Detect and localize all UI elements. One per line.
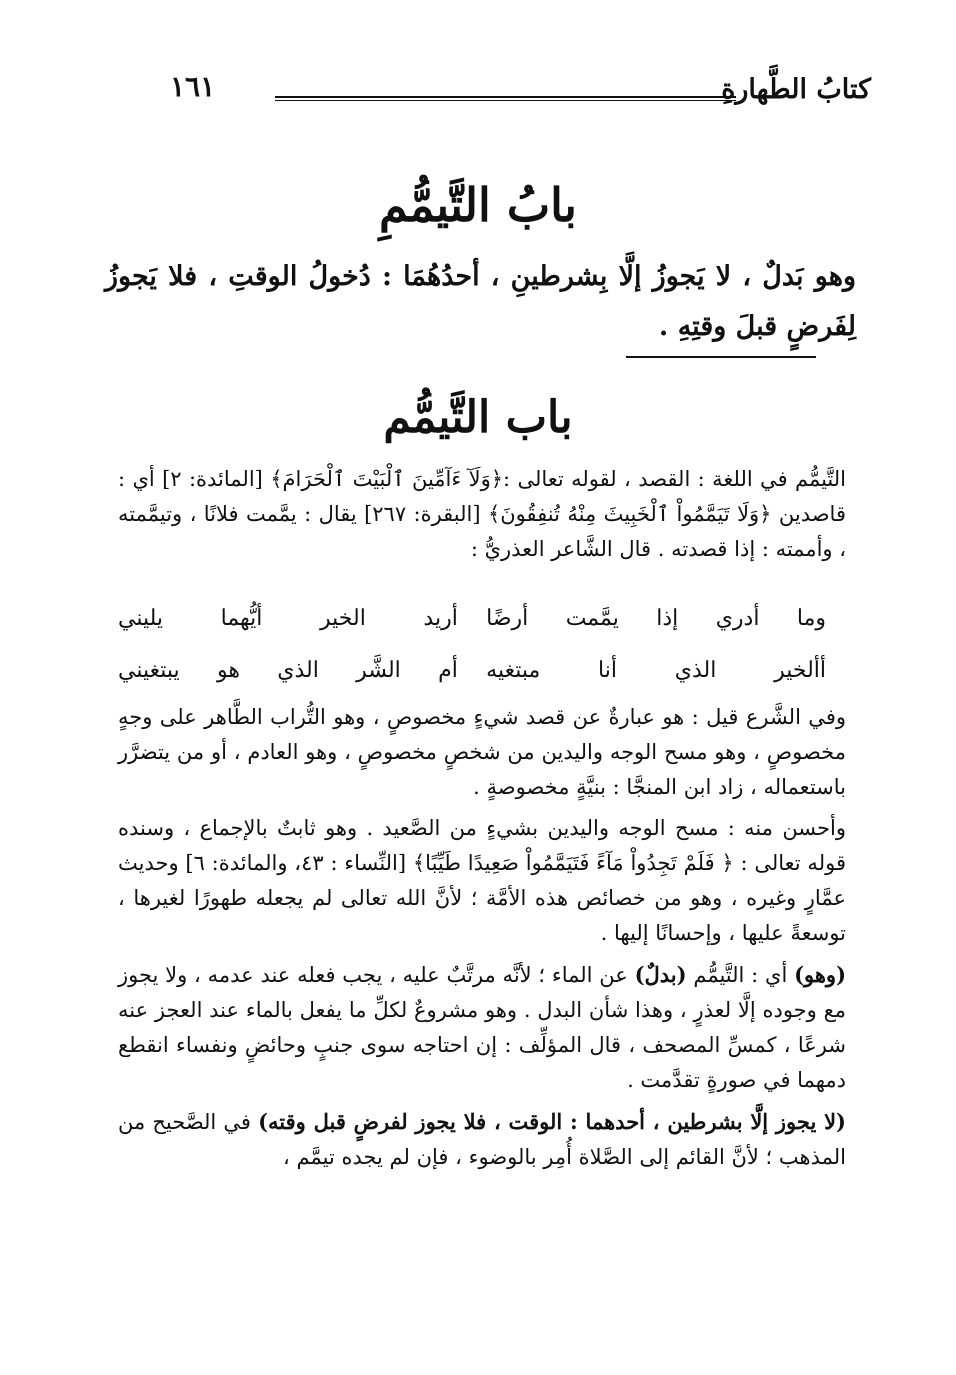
book-title: كتابُ الطَّهارةِ: [721, 74, 871, 105]
poem-hemistich: أريد الخير أيُّهما يليني: [118, 605, 458, 631]
chapter-title-matn: بابُ التَّيمُّمِ: [379, 178, 577, 232]
matn-quote: (بدلٌ): [634, 962, 687, 987]
sharh-text: في الصَّحيح من المذهب ؛ لأنَّ القائم إلى الصَّلاة أُمِر بالوضوء ، فإن لم يجده تيمَّم ،: [118, 1110, 846, 1169]
sharh-text: أي : التَّيمُّم: [686, 963, 795, 987]
paragraph-lughah: التَّيمُّم في اللغة : القصد ، لقوله تعالى :﴿وَلَآ ءَآمِّينَ ٱلْبَيْتَ ٱلْحَرَامَ﴾ [المائدة: ٢] أي : قاصدين ﴿وَلَا تَيَمَّمُواْ ٱلْخَبِيثَ مِنْهُ تُنفِقُونَ﴾ [البقرة: ٢٦٧] يقال : يمَّمت فلانًا ، وتيمَّمته ، وأممته : إذا قصدته . قال الشَّاعر العذريُّ :: [118, 467, 847, 561]
matn-quote: (وهو): [794, 962, 846, 987]
poem-hemistich: وما أدري إذا يمَّمت أرضًا: [486, 605, 826, 631]
poem-verse-1: [118, 592, 826, 644]
sharh-text: عن الماء ؛ لأنَّه مرتَّبٌ عليه ، يجب فعله عند عدمه ، ولا يجوز مع وجوده إلَّا لعذرٍ ، وهذا شأن البدل . وهو مشروعٌ لكلِّ ما يفعل بالماء عند العجز عنه شرعًا ، كمسِّ المصحف ، قال المؤلِّف : إن احتاجه سوى جنبٍ وحائضٍ ونفساء انقطع دمهما في صورةٍ تقدَّمت .: [118, 963, 846, 1092]
sharh-block-2: [118, 700, 846, 1181]
matn-text: وهو بَدلٌ ، لا يَجوزُ إلَّا بِشرطينِ ، أحدُهُمَا : دُخولُ الوقتِ ، فلا يَجوزُ لِفَرضٍ قبلَ وقتِهِ .: [105, 261, 856, 342]
sharh-block-1: [118, 462, 846, 573]
paragraph-badal: [118, 957, 846, 1098]
running-header: [170, 70, 871, 110]
paragraph-shar: وفي الشَّرع قيل : هو عبارةٌ عن قصد شيءٍ مخصوصٍ ، وهو التُّراب الطَّاهر على وجهٍ مخصوصٍ ، وهو مسح الوجه واليدين من شخصٍ مخصوصٍ ، وهو العادم ، أو من يتضرَّر باستعماله ، زاد ابن المنجَّا : بنيَّةٍ مخصوصةٍ .: [118, 705, 846, 799]
paragraph-ahsan: وأحسن منه : مسح الوجه واليدين بشيءٍ من الصَّعيد . وهو ثابتٌ بالإجماع ، وسنده قوله تعالى : ﴿ فَلَمْ تَجِدُواْ مَآءً فَتَيَمَّمُواْ صَعِيدًا طَيِّبًا﴾ [النِّساء : ٤٣، والمائدة: ٦] وحديث عمَّارٍ وغيره ، وهو من خصائص هذه الأمَّة ؛ لأنَّ الله تعالى لم يجعله طهورًا لغيرها ، توسعةً عليها ، وإحسانًا إليها .: [118, 816, 846, 945]
paragraph-shart: [118, 1104, 846, 1175]
chapter-title-sharh: باب التَّيمُّم: [383, 392, 573, 443]
page-number: ١٦١: [170, 70, 216, 103]
poem: [118, 592, 826, 696]
matn-quote: (لا يجوز إلَّا بشرطين ، أحدهما : الوقت ، فلا يجوز لفرضٍ قبل وقته): [258, 1109, 846, 1134]
poem-verse-2: [118, 644, 826, 696]
poem-hemistich: أم الشَّر الذي هو يبتغيني: [118, 657, 458, 683]
poem-hemistich: أألخير الذي أنا مبتغيه: [486, 657, 826, 683]
header-rule: [275, 96, 736, 101]
section-separator: [626, 356, 816, 358]
